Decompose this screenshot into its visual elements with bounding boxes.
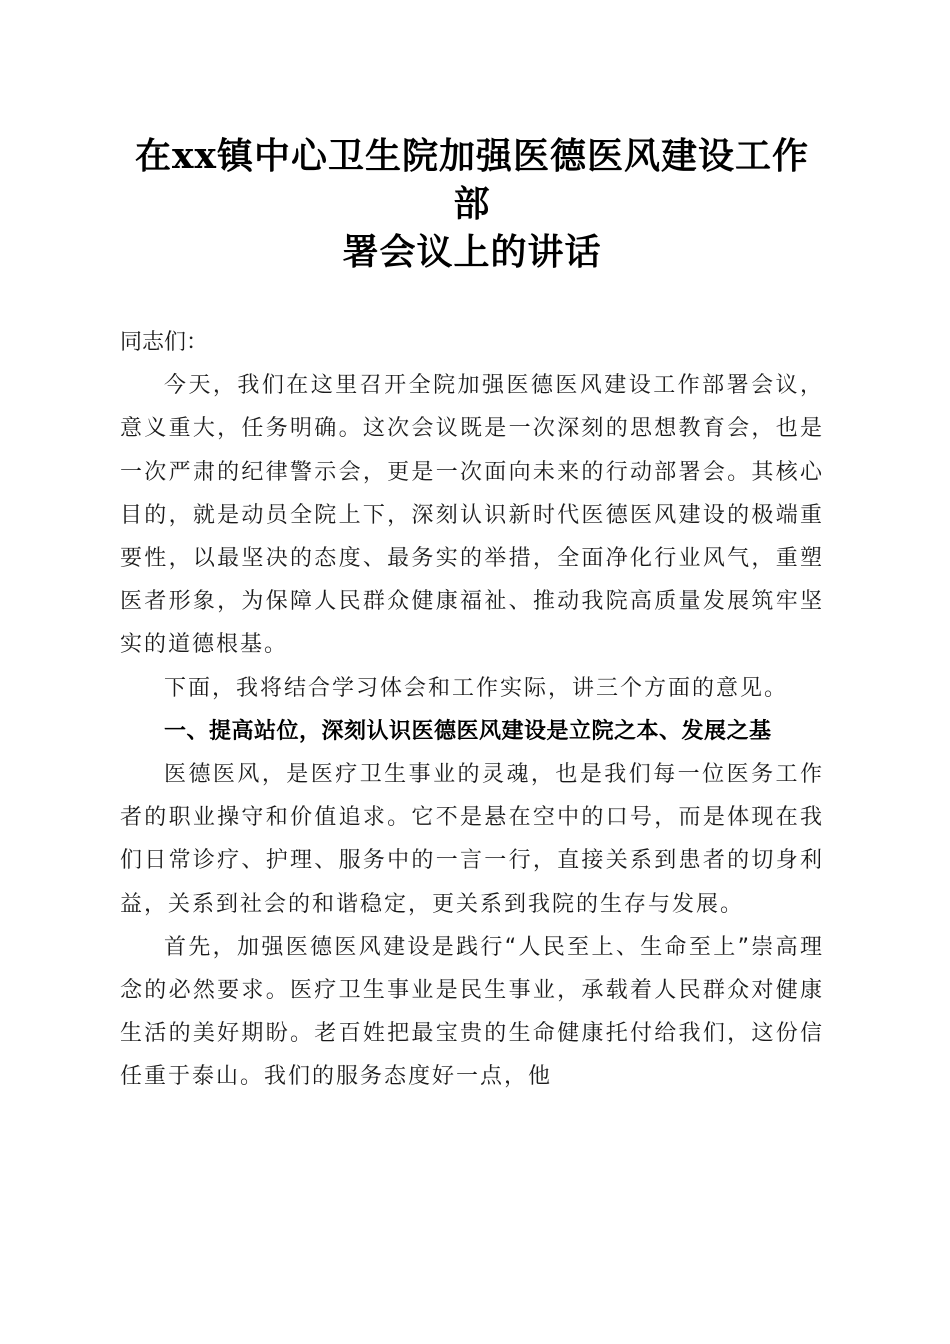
paragraph-section1-intro: 医德医风，是医疗卫生事业的灵魂，也是我们每一位医务工作者的职业操守和价值追求。它不是悬在空中的口号，而是体现在我们日常诊疗、护理、服务中的一言一行，直接关系到患者的切身利益，关系到社会的和谐稳定，更关系到我院的生存与发展。 bbox=[120, 762, 824, 917]
salutation: 同志们： bbox=[120, 330, 209, 355]
document-page bbox=[120, 132, 824, 1099]
document-body bbox=[120, 321, 824, 1099]
document-title bbox=[120, 132, 824, 276]
paragraph-outline: 下面，我将结合学习体会和工作实际，讲三个方面的意见。 bbox=[164, 675, 789, 701]
title-line-2: 署会议上的讲话 bbox=[342, 231, 602, 273]
title-line-1: 在xx镇中心卫生院加强医德医风建设工作部 bbox=[135, 135, 809, 225]
paragraph-section1-first: 首先，加强医德医风建设是践行“人民至上、生命至上”崇高理念的必然要求。医疗卫生事业是民生事业，承载着人民群众对健康生活的美好期盼。老百姓把最宝贵的生命健康托付给我们，这份信任重于泰山。我们的服务态度好一点，他 bbox=[120, 934, 824, 1090]
paragraph-opening: 今天，我们在这里召开全院加强医德医风建设工作部署会议，意义重大，任务明确。这次会议既是一次深刻的思想教育会，也是一次严肃的纪律警示会，更是一次面向未来的行动部署会。其核心目的，就是动员全院上下，深刻认识新时代医德医风建设的极端重要性，以最坚决的态度、最务实的举措，全面净化行业风气，重塑医者形象，为保障人民群众健康福祉、推动我院高质量发展筑牢坚实的道德根基。 bbox=[120, 373, 824, 658]
section-heading-1: 一、提高站位，深刻认识医德医风建设是立院之本、发展之基 bbox=[164, 718, 772, 744]
